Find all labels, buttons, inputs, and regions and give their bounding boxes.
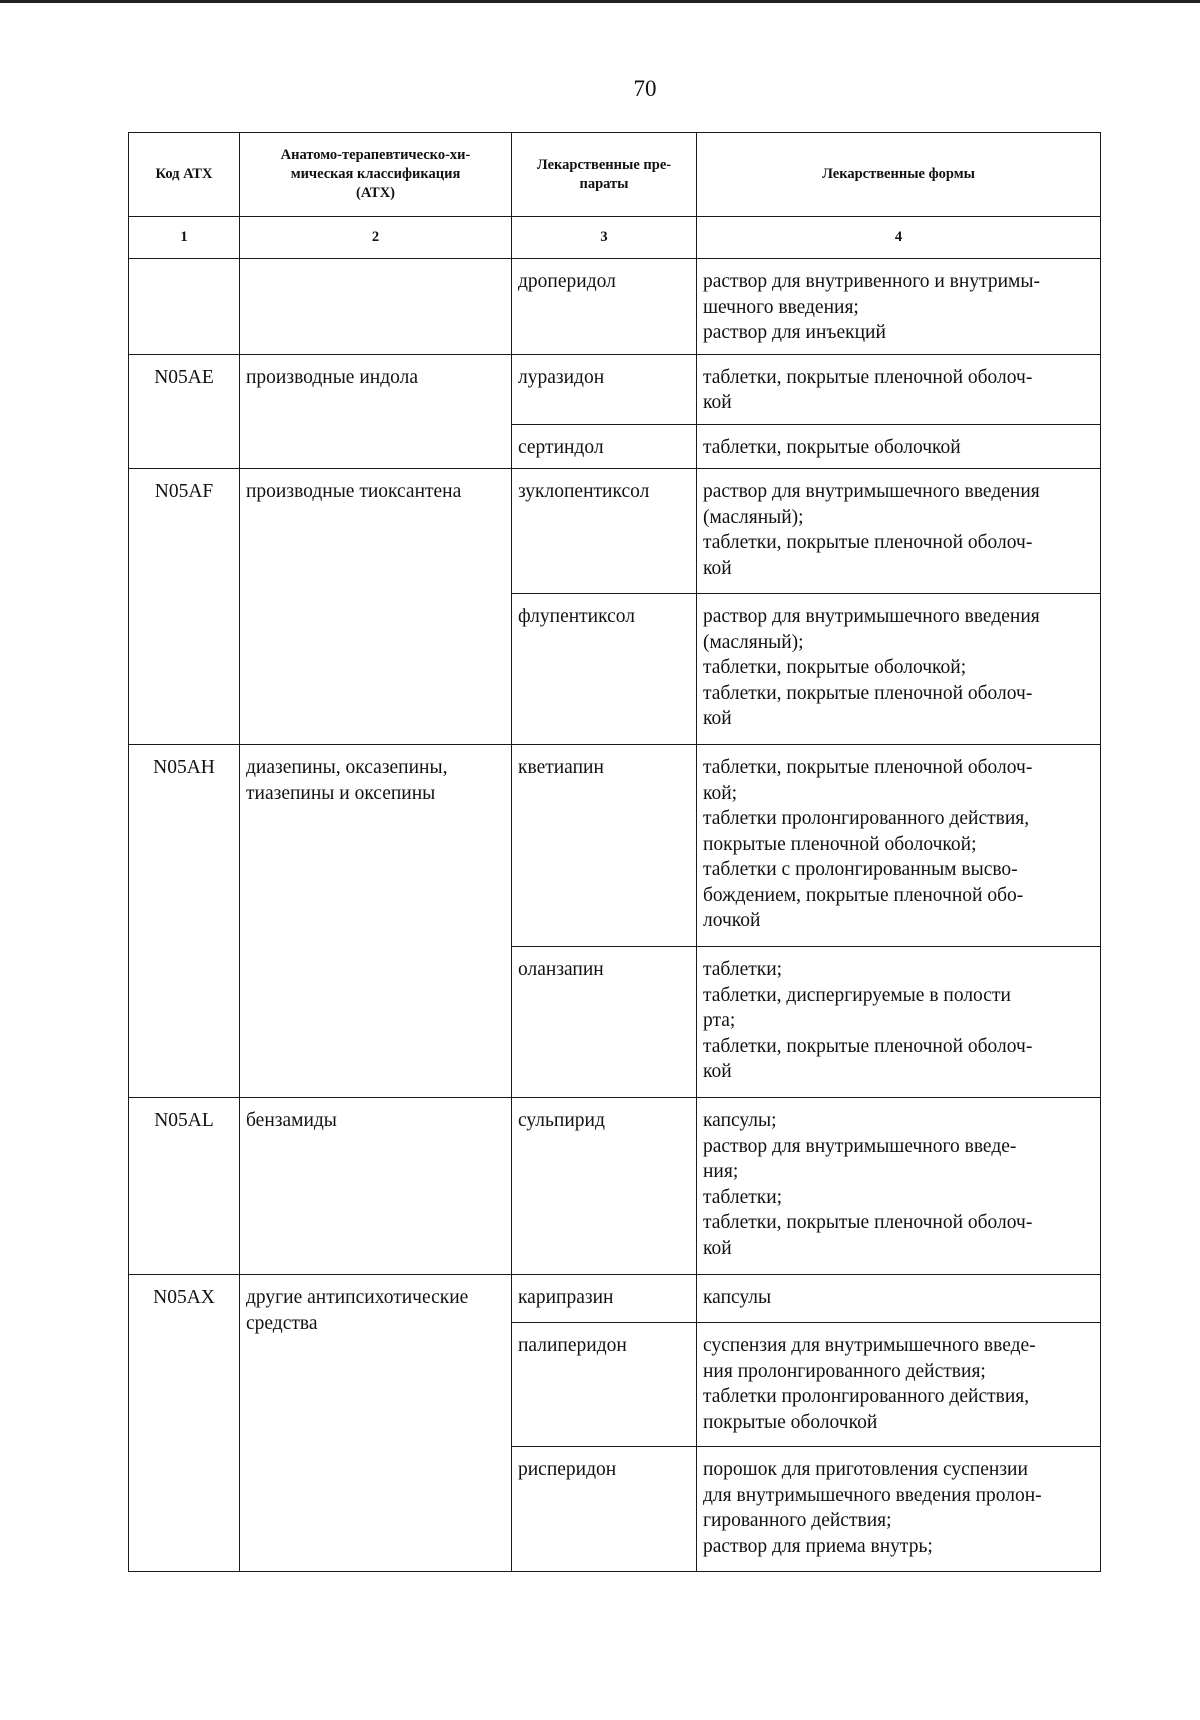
drug-name-cell: оланзапин <box>512 947 697 1098</box>
form-line: ния пролонгированного действия; <box>703 1360 986 1382</box>
form-line: раствор для внутримышечного введения <box>703 481 1040 502</box>
header-drugs <box>512 133 697 217</box>
form-line: гированного действия; <box>703 1510 892 1531</box>
drug-name-cell: флупентиксол <box>512 594 697 745</box>
form-line: (масляный); <box>703 506 804 528</box>
form-line: таблетки, покрытые пленочной оболоч- <box>703 366 1033 388</box>
form-line: капсулы; <box>703 1110 777 1131</box>
top-rule <box>0 0 1200 3</box>
page-number: 70 <box>633 76 657 101</box>
classification-cell <box>240 259 512 355</box>
table-row <box>129 1275 1101 1323</box>
drug-name-cell: зуклопентиксол <box>512 469 697 594</box>
form-line: (масляный); <box>703 631 804 653</box>
atx-table <box>128 132 1101 1572</box>
table-row <box>129 259 1101 355</box>
classification-cell <box>240 354 512 469</box>
drug-name-cell: дроперидол <box>512 259 697 355</box>
atx-code-cell: N05AH <box>129 745 240 1098</box>
drug-name-cell: палиперидон <box>512 1323 697 1447</box>
header-line: Лекарственные формы <box>822 166 975 182</box>
form-line: таблетки пролонгированного действия, <box>703 1386 1030 1407</box>
dosage-forms-cell <box>697 1323 1101 1447</box>
form-line: кой <box>703 1061 732 1082</box>
form-line: таблетки, покрытые пленочной оболоч- <box>703 532 1033 553</box>
form-line: кой; <box>703 782 738 804</box>
classification-cell <box>240 1098 512 1275</box>
dosage-forms-cell <box>697 1275 1101 1323</box>
form-line: таблетки, покрытые оболочкой; <box>703 657 967 678</box>
drug-name-cell: сертиндол <box>512 424 697 469</box>
header-code-line: Код АТХ <box>155 166 213 182</box>
header-line: (АТХ) <box>356 185 395 201</box>
table-row <box>129 469 1101 594</box>
form-line: таблетки с пролонгированным высво- <box>703 859 1018 880</box>
header-line: параты <box>579 175 629 192</box>
classification-line: тиазепины и оксепины <box>246 782 436 804</box>
classification-line: бензамиды <box>246 1110 337 1131</box>
form-line: таблетки; <box>703 1186 783 1208</box>
drug-name-cell: рисперидон <box>512 1447 697 1572</box>
atx-code-cell: N05AX <box>129 1275 240 1572</box>
form-line: раствор для приема внутрь; <box>703 1535 933 1557</box>
drug-name-cell: кветиапин <box>512 745 697 947</box>
dosage-forms-cell <box>697 1447 1101 1572</box>
form-line: кой <box>703 708 732 729</box>
column-number: 1 <box>129 217 240 259</box>
form-line: покрытые пленочной оболочкой; <box>703 833 977 855</box>
form-line: суспензия для внутримышечного введе- <box>703 1335 1036 1356</box>
form-line: раствор для внутривенного и внутримы- <box>703 271 1040 292</box>
classification-cell <box>240 1275 512 1572</box>
classification-cell <box>240 469 512 745</box>
form-line: капсулы <box>703 1287 772 1308</box>
drug-name-cell: сульпирид <box>512 1098 697 1275</box>
dosage-forms-cell <box>697 469 1101 594</box>
dosage-forms-cell <box>697 745 1101 947</box>
header-forms <box>697 133 1101 217</box>
atx-code-cell: N05AF <box>129 469 240 745</box>
form-line: раствор для внутримышечного введения <box>703 606 1040 627</box>
atx-code-cell <box>129 259 240 355</box>
form-line: таблетки; <box>703 959 783 980</box>
dosage-forms-cell <box>697 424 1101 469</box>
table-row <box>129 1098 1101 1275</box>
dosage-forms-cell <box>697 259 1101 355</box>
form-line: таблетки, покрытые пленочной оболоч- <box>703 1035 1033 1057</box>
classification-line: производные тиоксантена <box>246 481 462 502</box>
column-number: 3 <box>512 217 697 259</box>
classification-line: производные индола <box>246 366 418 388</box>
header-line: Анатомо-терапевтическо-хи- <box>280 147 471 163</box>
dosage-forms-cell <box>697 354 1101 424</box>
form-line: кой <box>703 392 732 413</box>
form-line: таблетки, диспергируемые в полости <box>703 984 1011 1006</box>
form-line: порошок для приготовления суспензии <box>703 1459 1028 1480</box>
form-line: таблетки пролонгированного действия, <box>703 808 1030 829</box>
form-line: кой <box>703 1237 732 1259</box>
header-line: мическая классификация <box>290 166 461 182</box>
form-line: рта; <box>703 1010 736 1031</box>
classification-line: диазепины, оксазепины, <box>246 757 448 778</box>
form-line: для внутримышечного введения пролон- <box>703 1484 1042 1506</box>
form-line: кой <box>703 557 732 579</box>
drug-name-cell: карипразин <box>512 1275 697 1323</box>
atx-code-cell: N05AL <box>129 1098 240 1275</box>
form-line: лочкой <box>703 910 761 931</box>
dosage-forms-cell <box>697 1098 1101 1275</box>
table-body <box>129 259 1101 1572</box>
dosage-forms-cell <box>697 947 1101 1098</box>
header-row <box>129 133 1101 217</box>
header-classification <box>240 133 512 217</box>
atx-code-cell: N05AE <box>129 354 240 469</box>
form-line: шечного введения; <box>703 296 859 318</box>
drug-name-cell: луразидон <box>512 354 697 424</box>
column-number: 4 <box>697 217 1101 259</box>
table-row <box>129 745 1101 947</box>
classification-line: другие антипсихотические <box>246 1287 469 1308</box>
column-number: 2 <box>240 217 512 259</box>
form-line: таблетки, покрытые пленочной оболоч- <box>703 682 1033 704</box>
header-code <box>129 133 240 217</box>
form-line: таблетки, покрытые пленочной оболоч- <box>703 1212 1033 1233</box>
form-line: таблетки, покрытые пленочной оболоч- <box>703 757 1033 778</box>
table-row <box>129 354 1101 424</box>
classification-line: средства <box>246 1312 318 1334</box>
form-line: покрытые оболочкой <box>703 1411 878 1433</box>
form-line: раствор для инъекций <box>703 322 886 343</box>
column-number-row <box>129 217 1101 259</box>
classification-cell <box>240 745 512 1098</box>
form-line: раствор для внутримышечного введе- <box>703 1135 1017 1157</box>
form-line: бождением, покрытые пленочной обо- <box>703 884 1024 906</box>
form-line: таблетки, покрытые оболочкой <box>703 436 961 458</box>
form-line: ния; <box>703 1161 739 1182</box>
dosage-forms-cell <box>697 594 1101 745</box>
header-line: Лекарственные пре- <box>536 156 672 173</box>
